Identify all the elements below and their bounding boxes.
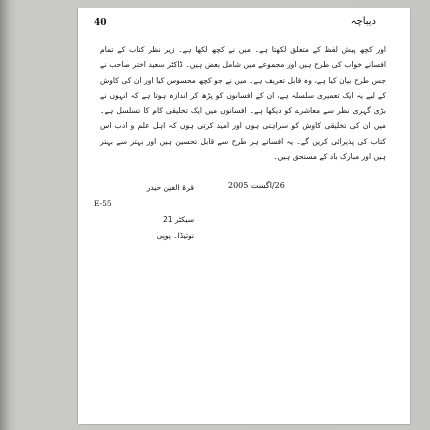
page-number: 40 (94, 18, 107, 28)
author-name: قرۃ العین حیدر (146, 183, 194, 192)
book-page (78, 8, 410, 424)
preface-body (100, 42, 386, 164)
signature-block (94, 180, 194, 244)
section-title: دیباچہ (350, 16, 376, 27)
address-line-1: E-55 (94, 199, 112, 208)
address-line-2: سیکٹر 21 (162, 215, 194, 224)
date-line: 26/اگست 2005 (228, 181, 285, 190)
running-head (78, 18, 410, 34)
preface-paragraph: اور کچھ پیش لفظ کے متعلق لکھتا ہے۔ میں نے کچھ لکھا ہے۔ زیر نظر کتاب کے تمام افسانے خواب کی طرح ہیں اور مجموعے میں شامل بعض ہیں۔ ڈاکٹر سعید اختر صاحب نے جس طرح بیان کیا ہے، وہ قابل تعریف ہے۔ میں نے جو کچھ محسوس کیا اور ان کی کاوش کے لیے یہ ایک تعمیری سلسلہ ہے، ان کے افسانوں کو پڑھ کر اندازہ ہوتا ہے کہ انہوں نے بڑی گہری نظر سے معاشرے کو دیکھا ہے۔ افسانوں میں ایک تخلیقی کام کا تسلسل ہے۔ میں ان کی تخلیقی کاوش کو سراہتی ہوں اور امید کرتی ہوں کہ اہل علم و ادب اس کتاب کی پذیرائی کریں گے۔ یہ افسانے ہر طرح سے قابل تحسین ہیں اور بہتر سے بہتر ہیں اور مبارک باد کے مستحق ہیں۔ (100, 45, 386, 162)
address-city: نوئیڈا۔ یوپی (156, 231, 194, 240)
